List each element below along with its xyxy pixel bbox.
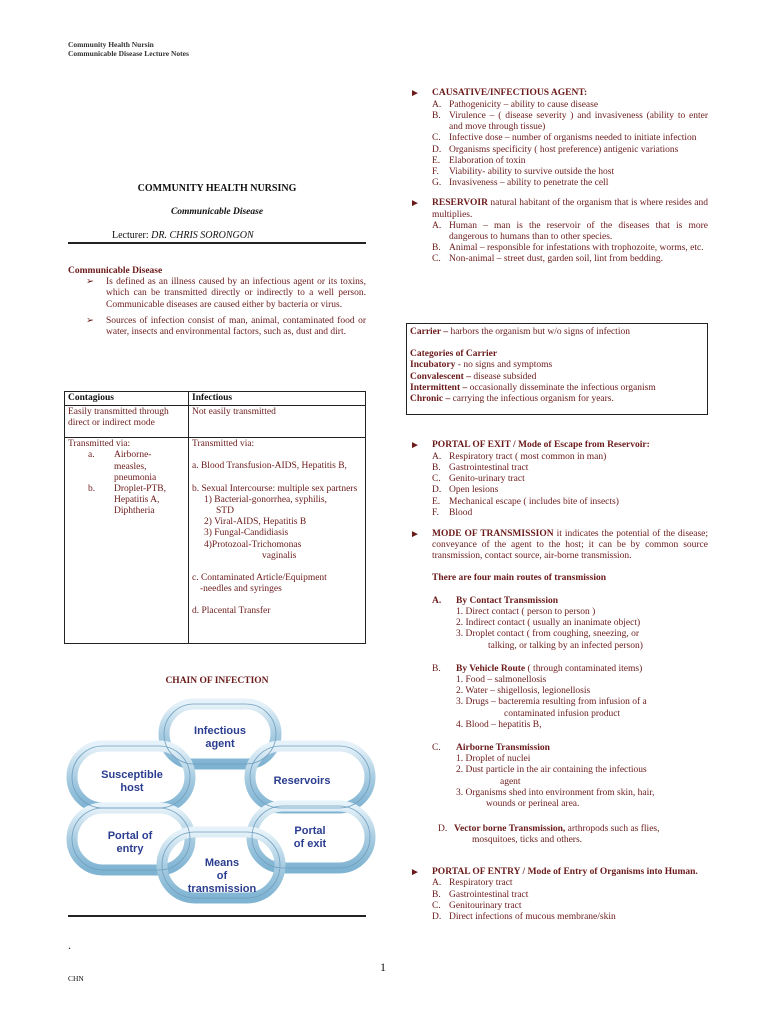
list-key: C.	[432, 133, 441, 144]
mode-of-transmission-section	[410, 529, 708, 563]
list-key: E.	[432, 155, 441, 166]
label-host: host	[120, 782, 144, 794]
communicable-disease-section	[68, 266, 366, 338]
list-item: 4)Protozoal-Trichomonas	[204, 539, 302, 550]
list-key: b.	[88, 484, 96, 495]
list-item: wounds or perineal area.	[486, 799, 580, 810]
label-transmission: transmission	[187, 883, 257, 895]
list-item: b. Sexual Intercourse: multiple sex partners	[192, 483, 358, 494]
list-value: Direct infections of mucous membrane/skin	[449, 912, 616, 923]
list-item	[432, 243, 708, 254]
cell-infectious-modes	[189, 438, 366, 644]
label-of: of	[216, 870, 228, 882]
list-key: F.	[432, 167, 439, 178]
route-note: ( through contaminated items)	[525, 663, 643, 674]
arrow-icon: ►	[410, 88, 420, 99]
stray-dot: .	[68, 938, 71, 952]
portal-of-exit-list	[432, 452, 708, 519]
route-heading: By Contact Transmission	[456, 595, 559, 606]
list-item	[432, 452, 708, 463]
list-item	[432, 474, 708, 485]
title-divider	[68, 242, 366, 244]
portal-of-exit-section	[410, 440, 708, 452]
list-item	[432, 100, 708, 111]
list-value: Mechanical escape ( includes bite of insects)	[449, 496, 619, 507]
list-item	[88, 450, 185, 484]
carrier-convalescent	[410, 372, 704, 383]
list-item	[88, 484, 185, 518]
list-value: Genito-urinary tract	[449, 474, 525, 485]
carrier-categories-heading: Categories of Carrier	[410, 349, 498, 360]
cell-contagious-desc: Easily transmitted through direct or indirect mode	[65, 406, 189, 438]
list-key: A.	[432, 99, 442, 110]
carrier-box	[406, 323, 708, 415]
portal-of-entry-list	[432, 878, 708, 923]
list-item	[432, 221, 708, 243]
route-key: D.	[438, 824, 448, 835]
list-value: Droplet-PTB, Hepatitis A, Diphtheria	[114, 484, 166, 517]
reservoir-intro	[432, 198, 708, 220]
label-entry: entry	[116, 843, 144, 855]
header-line-2: Communicable Disease Lecture Notes	[68, 49, 189, 59]
route-heading: Vector borne Transmission,	[454, 824, 566, 835]
route-b-list	[456, 675, 708, 731]
list-key: E.	[432, 496, 441, 507]
reservoir-section	[410, 198, 708, 220]
contagious-vs-infectious-table	[64, 391, 366, 644]
list-item: 3. Drugs – bacteremia resulting from infusion of a	[456, 697, 647, 708]
list-item	[432, 111, 708, 133]
carrier-incubatory	[410, 360, 704, 371]
label-infectious: Infectious	[194, 725, 246, 737]
cell-infectious-desc: Not easily transmitted	[189, 406, 366, 438]
causative-agent-section	[410, 88, 708, 100]
list-value: Blood	[449, 507, 473, 518]
list-value: Organisms specificity ( host preference) antigenic variations	[449, 144, 679, 155]
cd-bullet-2	[86, 316, 366, 338]
list-value: Open lesions	[449, 485, 499, 496]
portal-of-exit-heading: PORTAL OF EXIT / Mode of Escape from Reservoir:	[432, 440, 650, 450]
list-value: Elaboration of toxin	[449, 155, 526, 166]
list-item: 2. Water – shigellosis, legionellosis	[456, 686, 591, 697]
carrier-text: - no signs and symptoms	[455, 360, 553, 371]
route-a-list	[456, 607, 708, 652]
list-value: Animal – responsible for infestations with trophozoite, worms, etc.	[449, 243, 704, 254]
list-item	[432, 508, 708, 519]
footer: CHN	[68, 974, 84, 983]
carrier-term: Incubatory	[410, 360, 456, 371]
mode-heading: MODE OF TRANSMISSION	[432, 529, 554, 540]
arrow-bullet-icon: ➢	[86, 315, 94, 326]
carrier-definition	[410, 327, 704, 338]
list-value: Airborne- measles, pneumonia	[114, 450, 157, 483]
list-value: Virulence – ( disease severity ) and invasiveness (ability to enter and move through tissue)	[449, 111, 708, 133]
page-number: 1	[380, 960, 386, 974]
list-key: A.	[432, 220, 442, 231]
list-key: B.	[432, 243, 441, 254]
carrier-chronic	[410, 394, 704, 405]
list-item	[432, 878, 708, 889]
list-item	[432, 463, 708, 474]
list-value: Non-animal – street dust, garden soil, lint from bedding.	[449, 254, 663, 265]
route-key: B.	[432, 663, 441, 674]
list-item: 4. Blood – hepatitis B,	[456, 719, 542, 730]
carrier-text: occasionally disseminate the infectious organism	[467, 382, 656, 393]
cd-bullet-1	[86, 277, 366, 311]
list-value: Gastrointestinal tract	[449, 463, 529, 473]
list-key: C.	[432, 254, 441, 265]
label-means: Means	[204, 857, 240, 869]
route-heading: Airborne Transmission	[456, 743, 550, 754]
reservoir-definition: natural habitant of the organism that is where resides and multiplies.	[432, 198, 708, 220]
mode-intro	[432, 529, 708, 563]
right-column-lower	[410, 440, 708, 923]
list-item: 3) Fungal-Candidiasis	[204, 528, 289, 539]
route-c	[432, 743, 708, 754]
chain-of-infection-heading: CHAIN OF INFECTION	[165, 676, 269, 686]
list-value: Pathogenicity – ability to cause disease	[449, 99, 599, 110]
carrier-term: Intermittent –	[410, 382, 468, 393]
route-b	[432, 664, 708, 675]
transmitted-via-label: Transmitted via:	[68, 439, 131, 450]
list-item	[432, 133, 708, 144]
route-key: C.	[432, 743, 441, 754]
document-title: COMMUNITY HEALTH NURSING	[137, 183, 297, 194]
list-item	[432, 912, 708, 923]
list-item	[432, 145, 708, 156]
list-item: talking, or talking by an infected person)	[488, 640, 643, 651]
list-key: G.	[432, 178, 442, 189]
list-item	[432, 178, 708, 189]
list-item	[432, 497, 708, 508]
list-item	[432, 156, 708, 167]
carrier-term: Carrier –	[410, 327, 449, 337]
list-item: 1. Food – salmonellosis	[456, 675, 547, 686]
header-infectious: Infectious	[189, 392, 366, 406]
label-reservoirs: Reservoirs	[273, 775, 331, 787]
list-item: c. Contaminated Article/Equipment	[192, 573, 327, 584]
causative-heading: CAUSATIVE/INFECTIOUS AGENT:	[432, 88, 588, 98]
list-item	[432, 901, 708, 912]
list-item: 2. Indirect contact ( usually an inanimate object)	[456, 618, 641, 629]
four-routes-heading: There are four main routes of transmission	[432, 572, 606, 583]
route-d	[438, 824, 708, 835]
chain-of-infection-diagram	[66, 696, 378, 908]
chain-divider	[68, 915, 366, 917]
cd-bullet-2-text: Sources of infection consist of man, animal, contaminated food or water, insects and environmental factors, such as, dust and dirt.	[106, 315, 366, 338]
list-key: A.	[432, 451, 442, 462]
carrier-text: disease subsided	[470, 371, 537, 382]
list-item: a. Blood Transfusion-AIDS, Hepatitis B,	[192, 461, 347, 472]
table-row	[65, 406, 366, 438]
list-item: 3. Droplet contact ( from coughing, sneezing, or	[456, 629, 640, 640]
carrier-term: Chronic –	[410, 394, 451, 405]
cell-contagious-modes	[65, 438, 189, 644]
list-key: B.	[432, 463, 441, 473]
reservoir-heading: RESERVOIR	[432, 198, 488, 209]
route-heading: By Vehicle Route	[456, 663, 526, 674]
portal-of-entry-heading: PORTAL OF ENTRY / Mode of Entry of Organisms into Human.	[432, 866, 698, 877]
arrow-icon: ►	[410, 529, 420, 541]
list-item: 1. Direct contact ( person to person )	[456, 607, 596, 618]
list-key: D.	[432, 144, 442, 155]
list-value: Viability- ability to survive outside the host	[449, 167, 615, 178]
table-row	[65, 438, 366, 644]
list-value: Genitourinary tract	[449, 900, 522, 911]
list-key: A.	[432, 878, 442, 889]
header-line-1: Community Health Nursin	[68, 40, 154, 49]
list-item: 1. Droplet of nuclei	[456, 754, 531, 765]
carrier-term: Convalescent –	[410, 371, 471, 382]
list-item	[432, 254, 708, 265]
label-of-exit: of exit	[293, 838, 327, 850]
route-note: arthropods such as flies,	[565, 824, 660, 835]
list-key: a.	[88, 450, 95, 461]
list-item: 2. Dust particle in the air containing the infectious	[456, 765, 647, 776]
list-item: vaginalis	[262, 550, 297, 561]
carrier-intermittent	[410, 383, 704, 394]
transmitted-via-label: Transmitted via:	[192, 439, 255, 450]
list-key: F.	[432, 507, 439, 518]
cd-bullet-1-text: Is defined as an illness caused by an infectious agent or its toxins, which can be transmitted directly or indirectly to a well person. Communicable diseases are caused either by bacteria or virus.	[106, 277, 366, 310]
right-column	[410, 88, 708, 266]
label-susceptible: Susceptible	[101, 769, 163, 781]
arrow-icon: ►	[410, 866, 420, 878]
list-item: d. Placental Transfer	[192, 606, 271, 617]
list-key: D.	[432, 912, 442, 923]
carrier-text: carrying the infectious organism for years.	[450, 394, 614, 405]
list-item: mosquitoes, ticks and others.	[472, 835, 583, 846]
label-portal: Portal	[294, 825, 326, 837]
list-item: 2) Viral-AIDS, Hepatitis B	[204, 517, 307, 528]
lecturer-name: DR. CHRIS SORONGON	[151, 230, 254, 241]
lecturer-label: Lecturer:	[112, 230, 152, 241]
reservoir-list	[432, 221, 708, 266]
list-item	[432, 890, 708, 901]
list-item: 1) Bacterial-gonorrhea, syphilis,	[204, 494, 327, 505]
list-key: D.	[432, 485, 442, 496]
route-key: A.	[432, 595, 442, 606]
list-value: Respiratory tract ( most common in man)	[449, 451, 607, 462]
list-item	[432, 167, 708, 178]
list-item: agent	[500, 776, 521, 787]
list-value: Invasiveness – ability to penetrate the cell	[449, 178, 609, 189]
arrow-icon: ►	[410, 198, 420, 210]
carrier-text: harbors the organism but w/o signs of infection	[448, 327, 630, 337]
list-value: Infective dose – number of organisms needed to initiate infection	[449, 133, 697, 144]
list-value: Gastrointestinal tract	[449, 889, 529, 900]
running-header	[68, 40, 189, 59]
list-key: B.	[432, 889, 441, 900]
portal-of-entry-section	[410, 867, 708, 879]
mode-definition: it indicates the potential of the disease; conveyance of the agent to the host; it can be by common source transmission, contact source, air-borne transmission.	[432, 529, 709, 562]
list-key: C.	[432, 474, 441, 485]
list-item: -needles and syringes	[200, 584, 282, 595]
list-item: contaminated infusion product	[504, 708, 621, 719]
list-value: Human – man is the reservoir of the diseases that is more dangerous to humans than to other species.	[449, 220, 708, 243]
label-portal-of: Portal of	[107, 830, 153, 842]
arrow-bullet-icon: ➢	[86, 277, 94, 288]
table-header-row	[65, 392, 366, 406]
communicable-disease-heading: Communicable Disease	[68, 266, 163, 276]
arrow-icon: ►	[410, 440, 420, 451]
document-subtitle: Communicable Disease	[170, 207, 264, 217]
list-item	[432, 485, 708, 496]
list-item: 3. Organisms shed into environment from skin, hair,	[456, 787, 655, 798]
list-value: Respiratory tract	[449, 878, 513, 889]
label-agent: agent	[205, 738, 235, 750]
route-a	[432, 596, 708, 607]
lecturer-line	[112, 230, 254, 242]
list-item: STD	[216, 506, 234, 517]
header-contagious: Contagious	[65, 392, 189, 406]
list-key: B.	[432, 111, 441, 121]
list-key: C.	[432, 900, 441, 911]
route-c-list	[456, 754, 708, 810]
causative-list	[432, 100, 708, 190]
